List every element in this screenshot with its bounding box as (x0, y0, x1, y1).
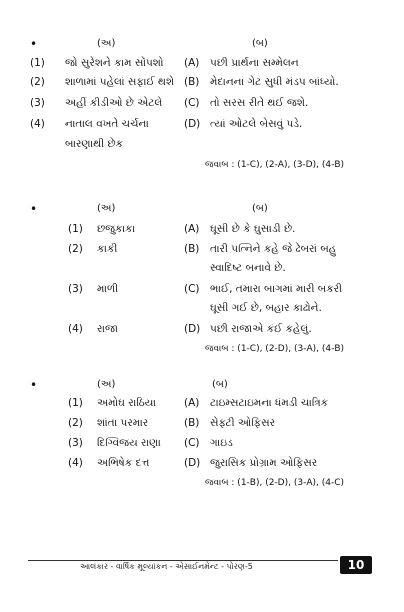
section-3-bullet: • (30, 378, 38, 392)
s2-row1-letter: (A) (184, 223, 200, 235)
s3-row2-a: શાંતા પરમાર (97, 417, 149, 429)
section-2-col-b-header: (બ) (252, 203, 268, 214)
s3-row4-b: જુરાસિક પ્રોગ્રામ ઓફિસર (210, 457, 318, 469)
s3-row3-letter: (C) (184, 437, 200, 449)
s2-row3-num: (3) (68, 283, 83, 295)
s2-row1-b: ઘૂસી છે કે ઘુસાડી છે. (210, 223, 296, 235)
s1-row4-b: ત્યાં ઓટલે બેસવું પડે. (210, 118, 303, 130)
s1-continuation: બારણાથી છેક (65, 138, 124, 150)
s3-row1-letter: (A) (184, 397, 200, 409)
s1-row4-num: (4) (30, 118, 45, 130)
s2-row2-b: તારી પત્નિને કહે જે ઢેબરાં બહુ (210, 243, 337, 255)
section-2-answer: જવાબ : (1-C), (2-D), (3-A), (4-B) (205, 344, 345, 354)
s1-row1-letter: (A) (184, 57, 200, 69)
s3-row2-num: (2) (68, 417, 83, 429)
s3-row4-a: અભિષેક દત્ત (97, 457, 150, 469)
s3-row1-b: ટાઇમ્સટાઇમના ધંમડી ચાત્રિક (210, 397, 329, 409)
s3-row1-a: અમોઘ રાઠિયા (97, 397, 156, 409)
s1-row1-num: (1) (30, 57, 45, 69)
s1-row2-a: શાળામાં પહેલાં સફાઈ થશે (65, 76, 175, 88)
s1-row3-b: તો સરસ રીતે થઈ જશે. (210, 97, 309, 109)
s2-row3-a: માળી (97, 283, 119, 295)
section-1-col-a-header: (અ) (97, 38, 116, 49)
s2-row3-b-continuation: ઘૂસી ગઈ છે, બહાર કાઢોને. (210, 302, 322, 314)
s2-row1-a: છજુકાકા (97, 223, 136, 235)
section-1-col-b-header: (બ) (252, 38, 268, 49)
s2-row2-a: કાકી (97, 243, 118, 255)
s1-row2-num: (2) (30, 76, 45, 88)
s2-row3-letter: (C) (184, 283, 200, 295)
section-1-answer: જવાબ : (1-C), (2-A), (3-D), (4-B) (205, 160, 345, 170)
s3-row4-num: (4) (68, 457, 83, 469)
section-1-bullet: • (30, 37, 38, 51)
s3-row3-num: (3) (68, 437, 83, 449)
s3-row3-b: ગાઇડ (210, 437, 233, 449)
s3-row2-letter: (B) (184, 417, 200, 429)
s2-row2-b-continuation: સ્વાદિષ્ટ બનાવે છે. (210, 262, 286, 274)
s1-row3-num: (3) (30, 97, 45, 109)
s2-row4-num: (4) (68, 323, 83, 335)
s2-row4-letter: (D) (184, 323, 201, 335)
s1-row1-a: જો સુરેશને કામ સોંપશો (65, 57, 164, 69)
s1-row2-b: મેદાનના ગેટ સુધી મંડપ બાંધ્યો. (210, 76, 339, 88)
s3-row1-num: (1) (68, 397, 83, 409)
s1-row3-letter: (C) (184, 97, 200, 109)
footer-divider (28, 560, 338, 561)
s2-row1-num: (1) (68, 223, 83, 235)
section-3-answer: જવાબ : (1-B), (2-D), (3-A), (4-C) (205, 478, 345, 488)
s3-row3-a: દિગ્વિજય રાણા (97, 437, 161, 449)
s2-row4-b: પછી રાજાએ કંઈ કહેલું. (210, 323, 312, 335)
s1-row2-letter: (B) (184, 76, 200, 88)
s1-row1-b: પછી પ્રાર્થના સમ્મેલન (210, 57, 299, 69)
s2-row2-num: (2) (68, 243, 83, 255)
s1-row4-a: નાતાલ વખતે ચર્ચના (65, 118, 149, 130)
s2-row2-letter: (B) (184, 243, 200, 255)
s3-row4-letter: (D) (184, 457, 201, 469)
s1-row3-a: અહીં કીડીઓ છે એટલે (65, 97, 163, 109)
section-2-bullet: • (30, 202, 38, 216)
s3-row2-b: સેફ્ટી ઓફિસર (210, 417, 276, 429)
footer-text: આલંકાર - વાર્ષિક મૂલ્યાંકન - એસાઈનમેન્ટ - પોરણ-5 (80, 562, 253, 571)
page-number: 10 (340, 556, 372, 574)
s2-row4-a: રાજા (97, 323, 118, 335)
section-2-col-a-header: (અ) (97, 203, 116, 214)
s1-row4-letter: (D) (184, 118, 201, 130)
s2-row3-b: ભાઈ, તમારા બાગમાં મારી બકરી (210, 283, 343, 295)
section-3-col-a-header: (અ) (97, 379, 116, 390)
section-3-col-b-header: (બ) (212, 379, 228, 390)
